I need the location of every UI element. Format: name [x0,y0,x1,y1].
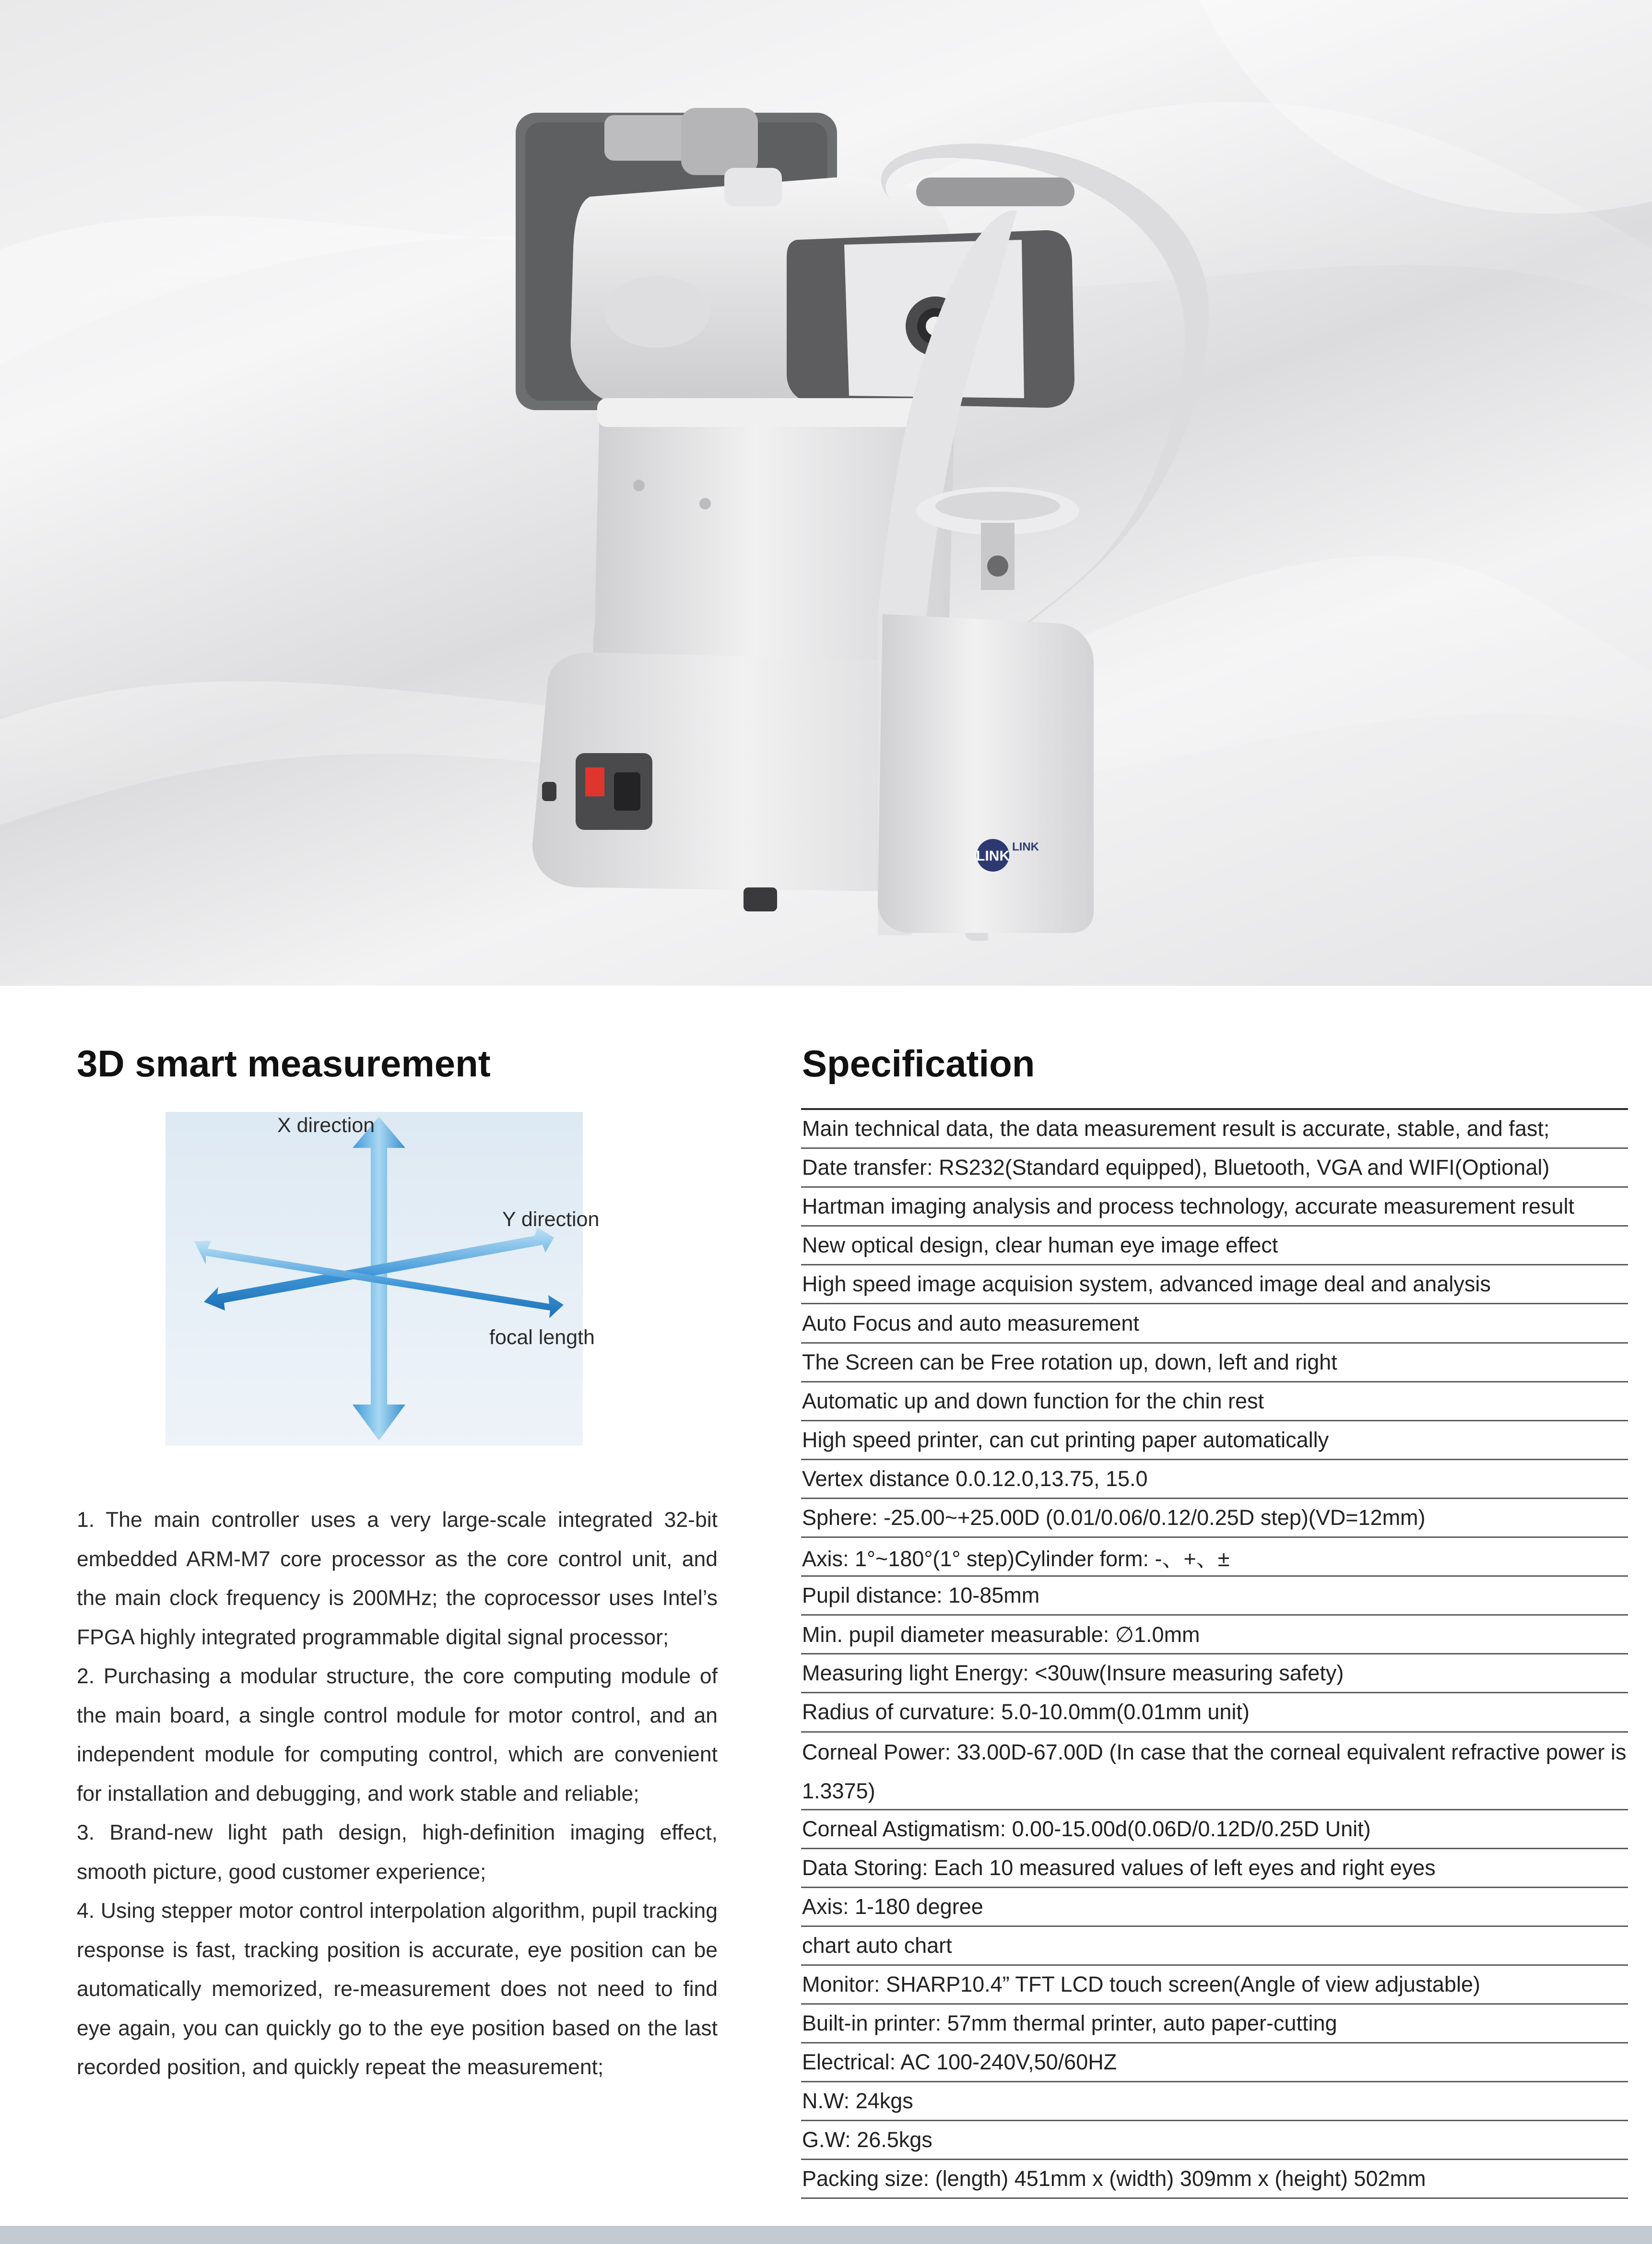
spec-row: Min. pupil diameter measurable: ∅1.0mm [801,1616,1628,1654]
spec-row: Auto Focus and auto measurement [801,1304,1628,1343]
spec-row: New optical design, clear human eye image effect [801,1227,1628,1265]
spec-row: Pupil distance: 10-85mm [801,1577,1628,1616]
feature-paragraph: 2. Purchasing a modular structure, the core computing module of the main board, a single control module for motor control, and an independent module for computing control, which are convenient for installation and debugging, and work stable and reliable; [77,1665,718,1806]
spec-row: High speed printer, can cut printing paper automatically [801,1421,1628,1460]
spec-row: Axis: 1-180 degree [801,1888,1628,1927]
spec-row: High speed image acquision system, advanced image deal and analysis [801,1265,1628,1304]
spec-row: N.W: 24kgs [801,2082,1628,2121]
product-photo [0,0,1652,986]
axis-diagram [165,1112,583,1446]
feature-paragraph: 3. Brand-new light path design, high-definition imaging effect, smooth picture, good customer experience; [77,1821,718,1884]
spec-row: Automatic up and down function for the chin rest [801,1382,1628,1421]
section-title-3d-measurement: 3D smart measurement [77,1042,491,1085]
spec-row: Electrical: AC 100-240V,50/60HZ [801,2043,1628,2082]
spec-row: Packing size: (length) 451mm x (width) 309mm x (height) 502mm [801,2160,1628,2199]
footer-band [0,2226,1652,2244]
brand-logo-text: LINK [1012,840,1039,853]
spec-row: Built-in printer: 57mm thermal printer, auto paper-cutting [801,2005,1628,2043]
section-title-specification: Specification [802,1042,1035,1085]
auto-refractometer-illustration [0,0,1652,986]
specification-table [801,1108,1628,2199]
spec-row: Axis: 1°~180°(1° step)Cylinder form: -、+、± [801,1538,1628,1577]
spec-row: Hartman imaging analysis and process technology, accurate measurement result [801,1188,1628,1227]
spec-row: chart auto chart [801,1927,1628,1966]
spec-row: Main technical data, the data measurement result is accurate, stable, and fast; [801,1110,1628,1149]
spec-row: Date transfer: RS232(Standard equipped), Bluetooth, VGA and WIFI(Optional) [801,1149,1628,1188]
spec-row: Corneal Astigmatism: 0.00-15.00d(0.06D/0.12D/0.25D Unit) [801,1810,1628,1849]
spec-row: Monitor: SHARP10.4” TFT LCD touch screen(Angle of view adjustable) [801,1966,1628,2005]
spec-row: Corneal Power: 33.00D-67.00D (In case that the corneal equivalent refractive power is 1.3375) [801,1733,1628,1810]
axis-label-y: Y direction [502,1208,600,1231]
spec-row: G.W: 26.5kgs [801,2121,1628,2160]
spec-row: Data Storing: Each 10 measured values of left eyes and right eyes [801,1849,1628,1888]
spec-row: Radius of curvature: 5.0-10.0mm(0.01mm unit) [801,1693,1628,1732]
brand-logo-mark: LINK [976,848,1010,864]
feature-paragraph: 1. The main controller uses a very large-scale integrated 32-bit embedded ARM-M7 core processor as the core control unit, and the main clock frequency is 200MHz; the coprocessor uses Intel’s FPGA highly integrated programmable digital signal processor; [77,1508,718,1649]
feature-description [77,1500,718,2087]
spec-row: Measuring light Energy: <30uw(Insure measuring safety) [801,1654,1628,1693]
spec-row: Vertex distance 0.0.12.0,13.75, 15.0 [801,1460,1628,1499]
spec-row: Sphere: -25.00~+25.00D (0.01/0.06/0.12/0.25D step)(VD=12mm) [801,1499,1628,1538]
spec-row: The Screen can be Free rotation up, down, left and right [801,1344,1628,1382]
axis-label-focal: focal length [489,1326,595,1349]
feature-paragraph: 4. Using stepper motor control interpolation algorithm, pupil tracking response is fast, tracking position is accurate, eye position can be automatically memorized, re-measurement does not need to find eye again, you can quickly go to the eye position based on the last recorded position, and quickly repeat the measurement; [77,1899,718,2079]
axis-label-x: X direction [277,1114,375,1137]
